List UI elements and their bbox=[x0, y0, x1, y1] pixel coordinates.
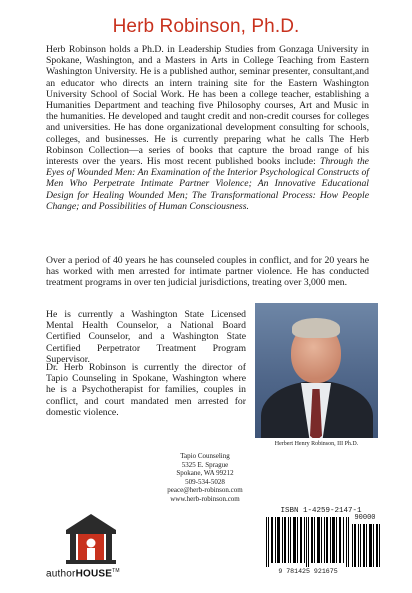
contact-name: Tapio Counseling bbox=[180, 452, 230, 460]
contact-website: www.herb-robinson.com bbox=[170, 494, 240, 503]
bio-paragraph-4: Dr. Herb Robinson is currently the director of Tapio Counseling in Spokane, Washington where he is a Psychotherapist for families, couples in conflict, and court mandated men arrested for domestic violence. bbox=[46, 362, 246, 418]
wordmark-tm: TM bbox=[112, 568, 120, 574]
bio-paragraph-1-text: Herb Robinson holds a Ph.D. in Leadership Studies from Gonzaga University in Spokane, Washington, and a Masters in Arts in College Teaching from Eastern Washington University. He is a published author, seminar presenter, consultant,and an educator who directs an intern training site for the Eastern Washington University School of Social Work. He has been a college teacher, establishing a Humanities Department and teaching five Philosophy courses, Art and Music in the humanities. He developed and taught credit and non-credit courses for colleges and universities. He has done organizational development consulting for schools, colleges, and businesses. He is currently preparing what he calls The Herb Robinson Collection—a series of books that capture the broad range of his interests over the years. His most recent published books include: bbox=[46, 44, 369, 168]
wordmark-house: HOUSE bbox=[75, 568, 113, 580]
contact-street: 5325 E. Sprague bbox=[181, 460, 229, 469]
contact-block bbox=[145, 452, 265, 504]
wordmark-author: author bbox=[46, 568, 76, 580]
author-photo-hair bbox=[292, 318, 340, 338]
addon-barcode bbox=[352, 524, 380, 567]
author-photo bbox=[255, 303, 378, 438]
bio-paragraph-3: He is currently a Washington State Licensed Mental Health Counselor, a National Board Certified Counselor, and a Washington State Certified Perpetrator Treatment Program Supervisor. bbox=[46, 309, 246, 365]
bio-book-titles: Through the Eyes of Wounded Men: An Examination of the Interior Psychological Constructs of Men Who Perpetrate Intimate Partner Violence; An Innovative Educational Design for Healing Wounded Men; The Transformational Process: How People Change; and Possibilities of Human Consciousness. bbox=[46, 156, 369, 212]
bio-paragraph-2: Over a period of 40 years he has counseled couples in conflict, and for 20 years he has worked with men arrested for intimate partner violence. He has conducted treatment programs in over ten judicial jurisdictions, treating over 3,000 men. bbox=[46, 255, 369, 289]
contact-email: peace@herb-robinson.com bbox=[167, 486, 243, 495]
author-title: Herb Robinson, Ph.D. bbox=[112, 16, 300, 37]
ean-barcode bbox=[266, 517, 350, 567]
isbn-label: ISBN 1-4259-2147-1 bbox=[280, 507, 362, 515]
contact-phone: 509-534-5028 bbox=[185, 477, 225, 486]
addon-price-code: 90000 bbox=[354, 514, 376, 522]
contact-city: Spokane, WA 99212 bbox=[176, 469, 234, 478]
bio-paragraph-1 bbox=[46, 44, 369, 212]
authorhouse-logo-icon bbox=[64, 512, 118, 566]
ean-number: 9 781425 921675 bbox=[278, 568, 338, 575]
photo-caption: Herbert Henry Robinson, III Ph.D. bbox=[274, 441, 359, 447]
publisher-wordmark bbox=[46, 568, 136, 579]
